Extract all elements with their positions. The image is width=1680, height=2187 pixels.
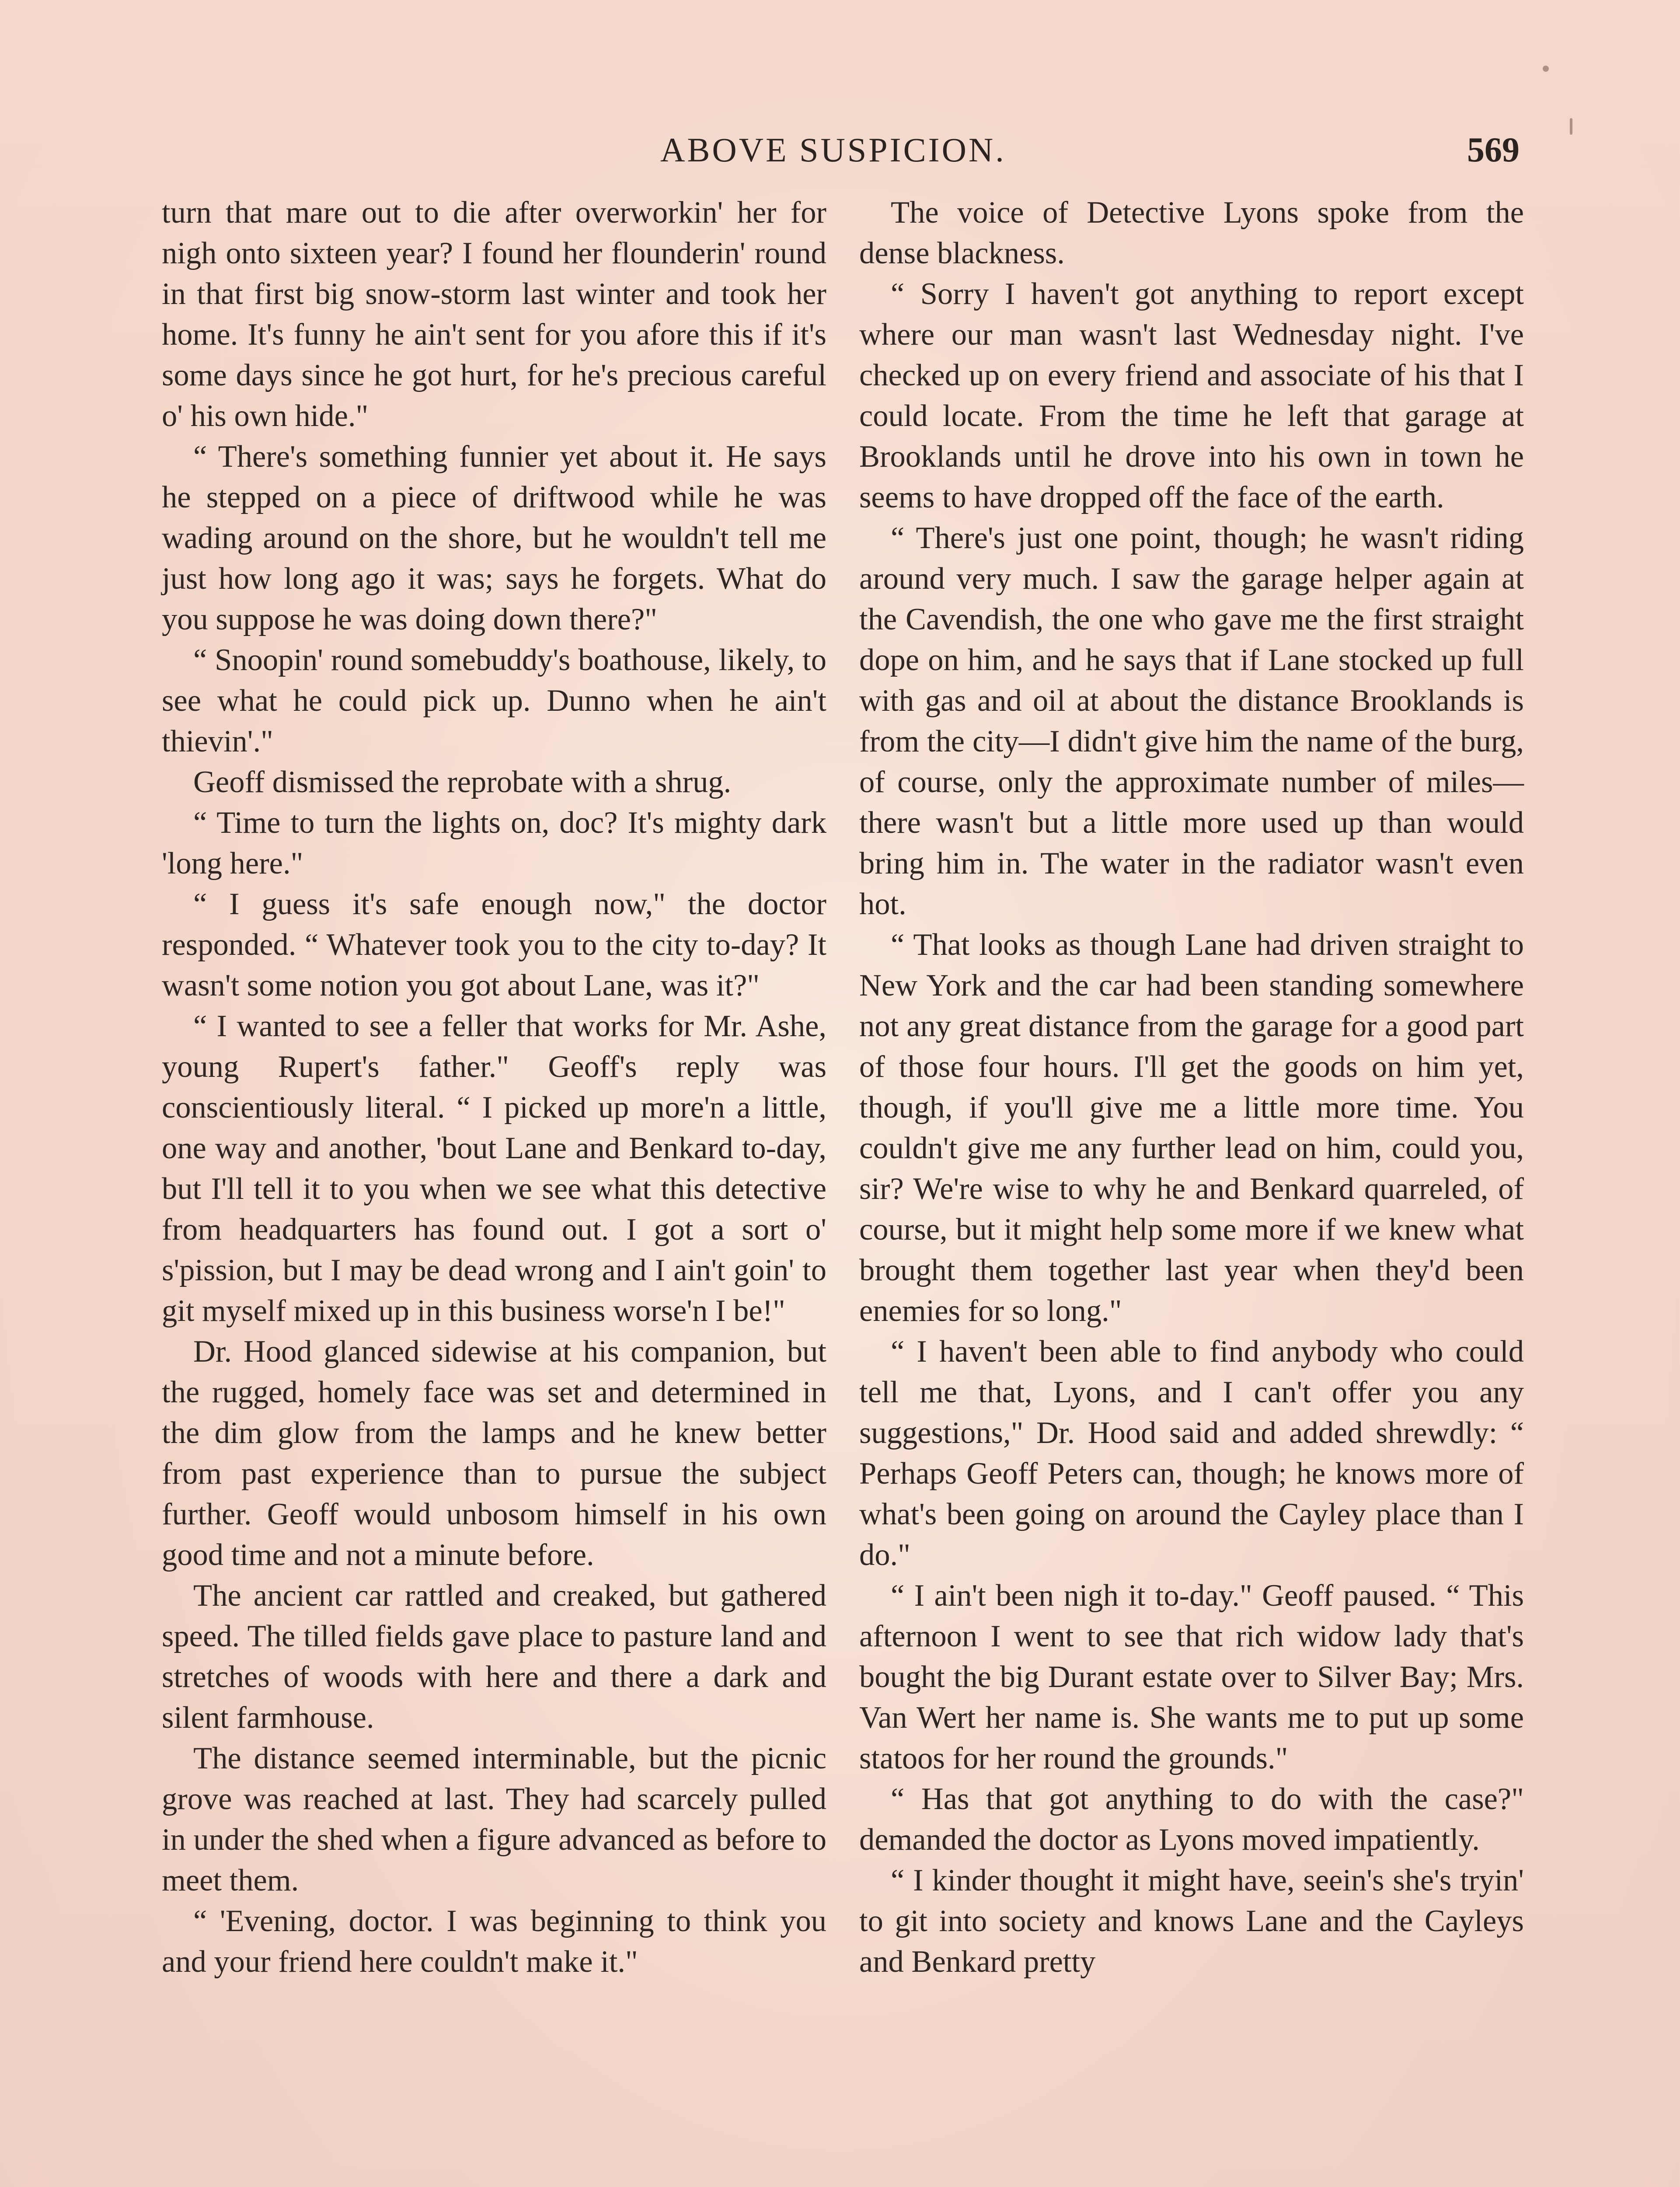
- paragraph: “ I wanted to see a feller that works for Mr. Ashe, young Rupert's father." Geoff's reply was conscientiously literal. “ I picked up more'n a little, one way and another, 'bout Lane and Benkard to-day, but I'll tell it to you when we see what this detective from headquarters has found out. I got a sort o' s'pission, but I may be dead wrong and I ain't goin' to git myself mixed up in this business worse'n I be!": [162, 1009, 826, 1328]
- paragraph: “ Sorry I haven't got anything to report except where our man wasn't last Wednesday night. I've checked up on every friend and associate of his that I could locate. From the time he left that garage at Brooklands until he drove into his own in town he seems to have dropped off the face of the earth.: [859, 277, 1524, 514]
- paragraph: turn that mare out to die after overworkin' her for nigh onto sixteen year? I found her flounderin' round in that first big snow-storm last winter and took her home. It's funny he ain't sent for you afore this if it's some days since he got hurt, for he's precious careful o' his own hide.": [162, 196, 826, 433]
- paragraph: “ I kinder thought it might have, seein's she's tryin' to git into society and knows Lane and the Cayleys and Benkard pretty: [859, 1863, 1524, 1979]
- paragraph: “ That looks as though Lane had driven straight to New York and the car had been standing somewhere not any great distance from the garage for a good part of those four hours. I'll get the goods on him yet, though, if you'll give me a little more time. You couldn't give me any further lead on him, could you, sir? We're wise to why he and Benkard quarreled, of course, but it might help some more if we knew what brought them together last year when they'd been enemies for so long.": [859, 928, 1524, 1328]
- paragraph: “ There's something funnier yet about it. He says he stepped on a piece of driftwood while he was wading around on the shore, but he wouldn't tell me just how long ago it was; says he forgets. What do you suppose he was doing down there?": [162, 440, 826, 636]
- paragraph: The ancient car rattled and creaked, but gathered speed. The tilled fields gave place to pasture land and stretches of woods with here and there a dark and silent farmhouse.: [162, 1579, 826, 1735]
- paragraph: “ I guess it's safe enough now," the doctor responded. “ Whatever took you to the city to-day? It wasn't some notion you got about Lane, was it?": [162, 887, 826, 1003]
- paragraph: “ There's just one point, though; he wasn't riding around very much. I saw the garage helper again at the Cavendish, the one who gave me the first straight dope on him, and he says that if Lane stocked up full with gas and oil at about the distance Brooklands is from the city—I didn't give him the name of the burg, of course, only the approximate number of miles—there wasn't but a little more used up than would bring him in. The water in the radiator wasn't even hot.: [859, 521, 1524, 921]
- paragraph: Geoff dismissed the reprobate with a shrug.: [193, 765, 732, 799]
- paper-speck: [1543, 66, 1549, 72]
- page-number: 569: [1467, 131, 1520, 169]
- paragraph: “ Has that got anything to do with the case?" demanded the doctor as Lyons moved impatiently.: [859, 1782, 1524, 1857]
- paragraph: The distance seemed interminable, but the picnic grove was reached at last. They had scarcely pulled in under the shed when a figure advanced as before to meet them.: [162, 1741, 826, 1897]
- paragraph: “ Time to turn the lights on, doc? It's mighty dark 'long here.": [162, 806, 826, 880]
- running-title: ABOVE SUSPICION.: [660, 131, 1006, 169]
- paragraph: “ I haven't been able to find anybody who could tell me that, Lyons, and I can't offer you any suggestions," Dr. Hood said and added shrewdly: “ Perhaps Geoff Peters can, though; he knows more of what's been going on around the Cayley place than I do.": [859, 1335, 1524, 1572]
- paragraph: Dr. Hood glanced sidewise at his companion, but the rugged, homely face was set and determined in the dim glow from the lamps and he knew better from past experience than to pursue the subject further. Geoff would unbosom himself in his own good time and not a minute before.: [162, 1335, 826, 1572]
- right-column: [859, 192, 1524, 1982]
- paper-speck: [1570, 118, 1572, 135]
- paragraph: “ Snoopin' round somebuddy's boathouse, likely, to see what he could pick up. Dunno when he ain't thievin'.": [162, 643, 826, 758]
- paragraph: The voice of Detective Lyons spoke from the dense blackness.: [859, 196, 1524, 270]
- running-header: [0, 130, 1680, 178]
- paragraph: “ I ain't been nigh it to-day." Geoff paused. “ This afternoon I went to see that rich widow lady that's bought the big Durant estate over to Silver Bay; Mrs. Van Wert her name is. She wants me to put up some statoos for her round the grounds.": [859, 1579, 1524, 1775]
- paragraph: “ 'Evening, doctor. I was beginning to think you and your friend here couldn't make it.": [162, 1904, 826, 1979]
- left-column: [162, 192, 826, 1982]
